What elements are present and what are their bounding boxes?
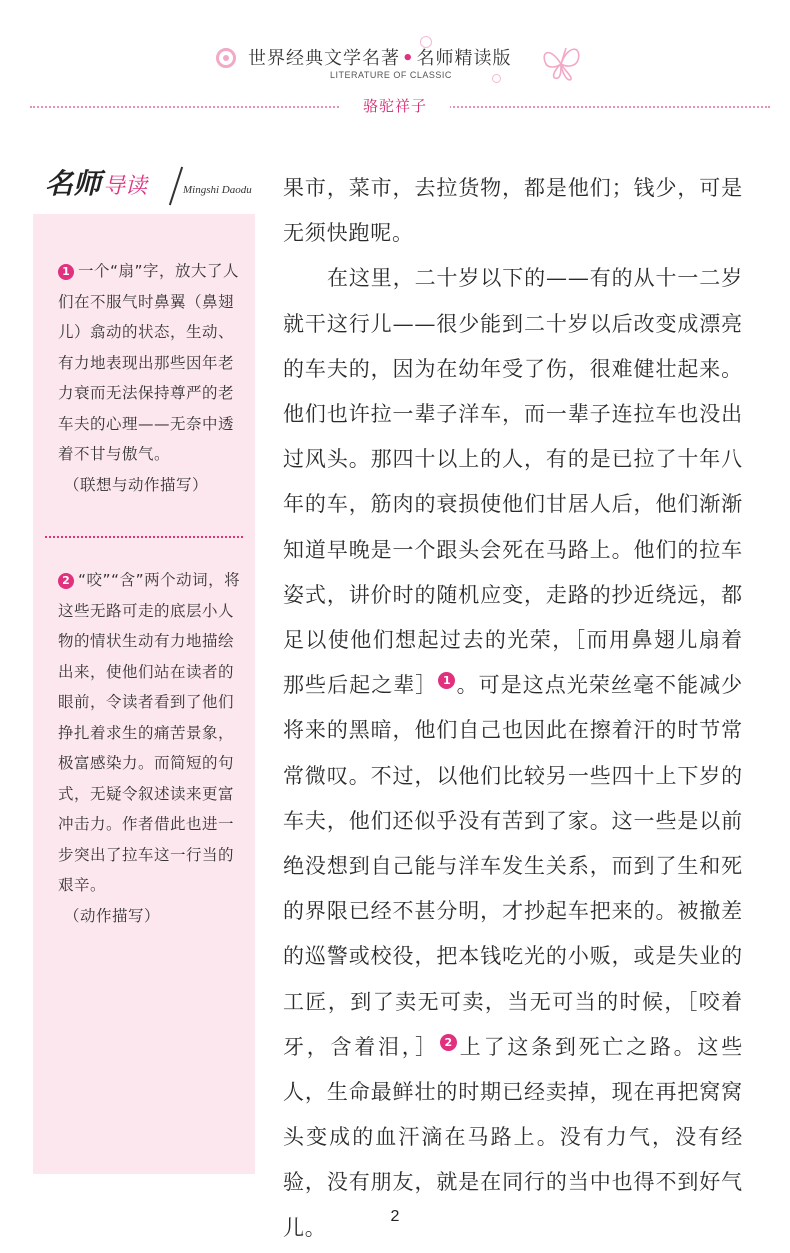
book-title: 骆驼祥子 <box>340 95 450 117</box>
annotation-marker-1[interactable]: 1 <box>438 672 455 689</box>
paragraph: 在这里，二十岁以下的——有的从十一二岁就干这行儿——很少能到二十岁以后改变成漂亮的车夫的，因为在幼年受了伤，很难健壮起来。他们也许拉一辈子洋车，而一辈子连拉车也没出过风头。那四十以上的人，有的是已拉了十年八年的车，筋肉的衰损使他们甘居人后，他们渐渐知道早晚是一个跟头会死在马路上。他们的拉车姿式，讲价时的随机应变，走路的抄近绕远，都足以使他们想起过去的光荣，［而用鼻翅儿扇着那些后起之辈］ 1 。可是这点光荣丝毫不能减少将来的黑暗，他们自己也因此在擦着汗的时节常常微叹。不过，以他们比较另一些四十上下岁的车夫，他们还似乎没有苦到了家。这一些是以前绝没想到自己能与洋车发生关系，而到了生和死的界限已经不甚分明，才抄起车把来的。被撤差的巡警或校役，把本钱吃光的小贩，或是失业的工匠，到了卖无可卖，当无可当的时候，［咬着牙，含着泪，］ 2 上了这条到死亡之路。这些人，生命最鲜壮的时期已经卖掉，现在再把窝窝头变成的血汗滴在马路上。没有力气，没有经验，没有朋友，就是在同行的当中也得不到好气儿。 <box>283 266 743 1240</box>
circle-ornament-icon <box>492 74 501 83</box>
annotation-marker-2[interactable]: 2 <box>440 1034 457 1051</box>
annotation-note-1 <box>58 256 244 500</box>
sidebar-header <box>33 160 255 214</box>
note-text: 一个“扇”字，放大了人们在不服气时鼻翼（鼻翅儿）翕动的状态，生动、有力地表现出那些因年老力衰而无法保持尊严的老车夫的心理——无奈中透着不甘与傲气。 <box>58 262 240 463</box>
circle-ornament-icon <box>216 48 236 68</box>
page-header <box>0 0 790 130</box>
body-text <box>283 166 743 1251</box>
note-tag: （联想与动作描写） <box>64 475 209 494</box>
notes-divider <box>45 536 243 538</box>
butterfly-icon <box>538 38 584 84</box>
sidebar-logo: 名师导读 <box>45 167 148 200</box>
logo-slash <box>169 167 183 206</box>
series-subtitle: LITERATURE OF CLASSIC <box>330 70 452 80</box>
guide-sidebar <box>33 160 255 1174</box>
annotation-note-2 <box>58 565 244 931</box>
note-text: “咬”“含”两个动词，将这些无路可走的底层小人物的情状生动有力地描绘出来，使他们站在读者的眼前，令读者看到了他们挣扎着求生的痛苦景象，极富感染力。而简短的句式，无疑令叙述读来更富冲击力。作者借此也进一步突出了拉车这一行当的艰辛。 <box>58 571 241 894</box>
note-number-badge: 1 <box>58 264 74 280</box>
series-title: 世界经典文学名著 • 名师精读版 <box>248 48 512 69</box>
page-number: 2 <box>390 1208 400 1225</box>
note-tag: （动作描写） <box>64 906 161 925</box>
note-number-badge: 2 <box>58 573 74 589</box>
paragraph: 果市，菜市，去拉货物，都是他们；钱少，可是无须快跑呢。 <box>283 176 743 246</box>
sidebar-pinyin: Mingshi Daodu <box>183 184 252 196</box>
